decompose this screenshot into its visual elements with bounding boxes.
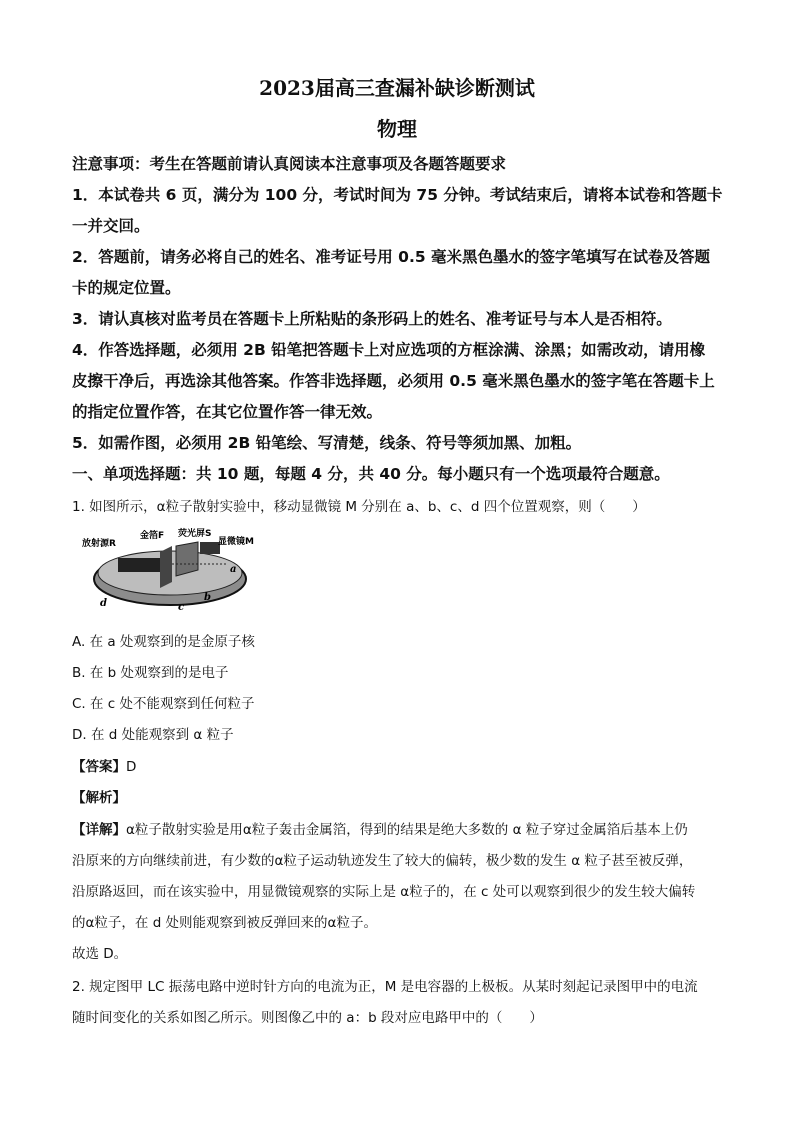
q1-detail-line-1 <box>72 818 732 838</box>
label-c: c <box>178 602 185 613</box>
notice-item-2-line-2: 卡的规定位置。 <box>72 279 181 297</box>
label-a: a <box>230 564 237 575</box>
q2-stem-line-1: 2. 规定图甲 LC 振荡电路中逆时针方向的电流为正，M 是电容器的上极板。从某时刻起记录图甲中的电流 <box>72 979 698 995</box>
q1-stem: 1. 如图所示，α粒子散射实验中，移动显微镜 M 分别在 a、b、c、d 四个位置观察，则（ ） <box>72 499 646 515</box>
exam-title: 2023届高三查漏补缺诊断测试 <box>259 76 535 100</box>
label-d: d <box>100 598 107 609</box>
q1-detail-line-2: 沿原来的方向继续前进，有少数的α粒子运动轨迹发生了较大的偏转，极少数的发生 α 粒子甚至被反弹， <box>72 853 693 869</box>
label-foil: 金箔F <box>140 531 165 541</box>
q1-conclusion: 故选 D。 <box>72 946 128 962</box>
notice-item-4-line-3: 的指定位置作答，在其它位置作答一律无效。 <box>72 403 383 421</box>
notice-item-2-line-1: 2．答题前，请务必将自己的姓名、准考证号用 0.5 毫米黑色墨水的签字笔填写在试卷及答题 <box>72 248 711 266</box>
section-1-heading: 一、单项选择题：共 10 题，每题 4 分，共 40 分。每小题只有一个选项最符合题意。 <box>72 465 670 483</box>
gold-foil <box>160 546 172 588</box>
subject-title: 物理 <box>377 117 417 141</box>
label-screen: 荧光屏S <box>178 529 212 539</box>
microscope <box>200 542 220 554</box>
notice-item-4-line-1: 4．作答选择题，必须用 2B 铅笔把答题卡上对应选项的方框涂满、涂黑；如需改动，请用橡 <box>72 341 706 359</box>
answer-value: D <box>126 759 137 775</box>
q1-option-c: C. 在 c 处不能观察到任何粒子 <box>72 696 255 712</box>
q1-detail-line-3: 沿原路返回，而在该实验中，用显微镜观察的实际上是 α粒子的，在 c 处可以观察到很少的发生较大偏转 <box>72 884 696 900</box>
q1-option-a: A. 在 a 处观察到的是金原子核 <box>72 634 255 650</box>
fluorescent-screen <box>176 542 198 576</box>
q1-answer-line <box>72 755 732 775</box>
label-b: b <box>204 592 211 603</box>
label-source: 放射源R <box>82 539 116 549</box>
alpha-scattering-figure <box>80 524 254 613</box>
q1-option-b: B. 在 b 处观察到的是电子 <box>72 665 229 681</box>
label-microscope: 显微镜M <box>218 537 254 547</box>
q1-detail-line-4: 的α粒子，在 d 处则能观察到被反弹回来的α粒子。 <box>72 915 377 931</box>
detail-tag: 【详解】 <box>72 822 126 838</box>
analysis-tag-text: 【解析】 <box>72 790 126 806</box>
notice-item-3: 3．请认真核对监考员在答题卡上所粘贴的条形码上的姓名、准考证号与本人是否相符。 <box>72 310 672 328</box>
answer-tag: 【答案】 <box>72 759 126 775</box>
notice-item-1-line-1: 1．本试卷共 6 页，满分为 100 分，考试时间为 75 分钟。考试结束后，请将本试卷和答题卡 <box>72 186 723 204</box>
q1-option-d: D. 在 d 处能观察到 α 粒子 <box>72 727 234 743</box>
detail-text-1: α粒子散射实验是用α粒子轰击金属箔，得到的结果是绝大多数的 α 粒子穿过金属箔后基本上仍 <box>126 822 688 838</box>
notice-item-5: 5．如需作图，必须用 2B 铅笔绘、写清楚，线条、符号等须加黑、加粗。 <box>72 434 582 452</box>
analysis-tag <box>72 786 732 806</box>
q2-stem-line-2: 随时间变化的关系如图乙所示。则图像乙中的 a：b 段对应电路甲中的（ ） <box>72 1010 543 1026</box>
notice-heading: 注意事项：考生在答题前请认真阅读本注意事项及各题答题要求 <box>72 155 507 173</box>
radioactive-source-box <box>118 558 162 572</box>
notice-item-4-line-2: 皮擦干净后，再选涂其他答案。作答非选择题，必须用 0.5 毫米黑色墨水的签字笔在答题卡上 <box>72 372 715 390</box>
notice-item-1-line-2: 一并交回。 <box>72 217 150 235</box>
